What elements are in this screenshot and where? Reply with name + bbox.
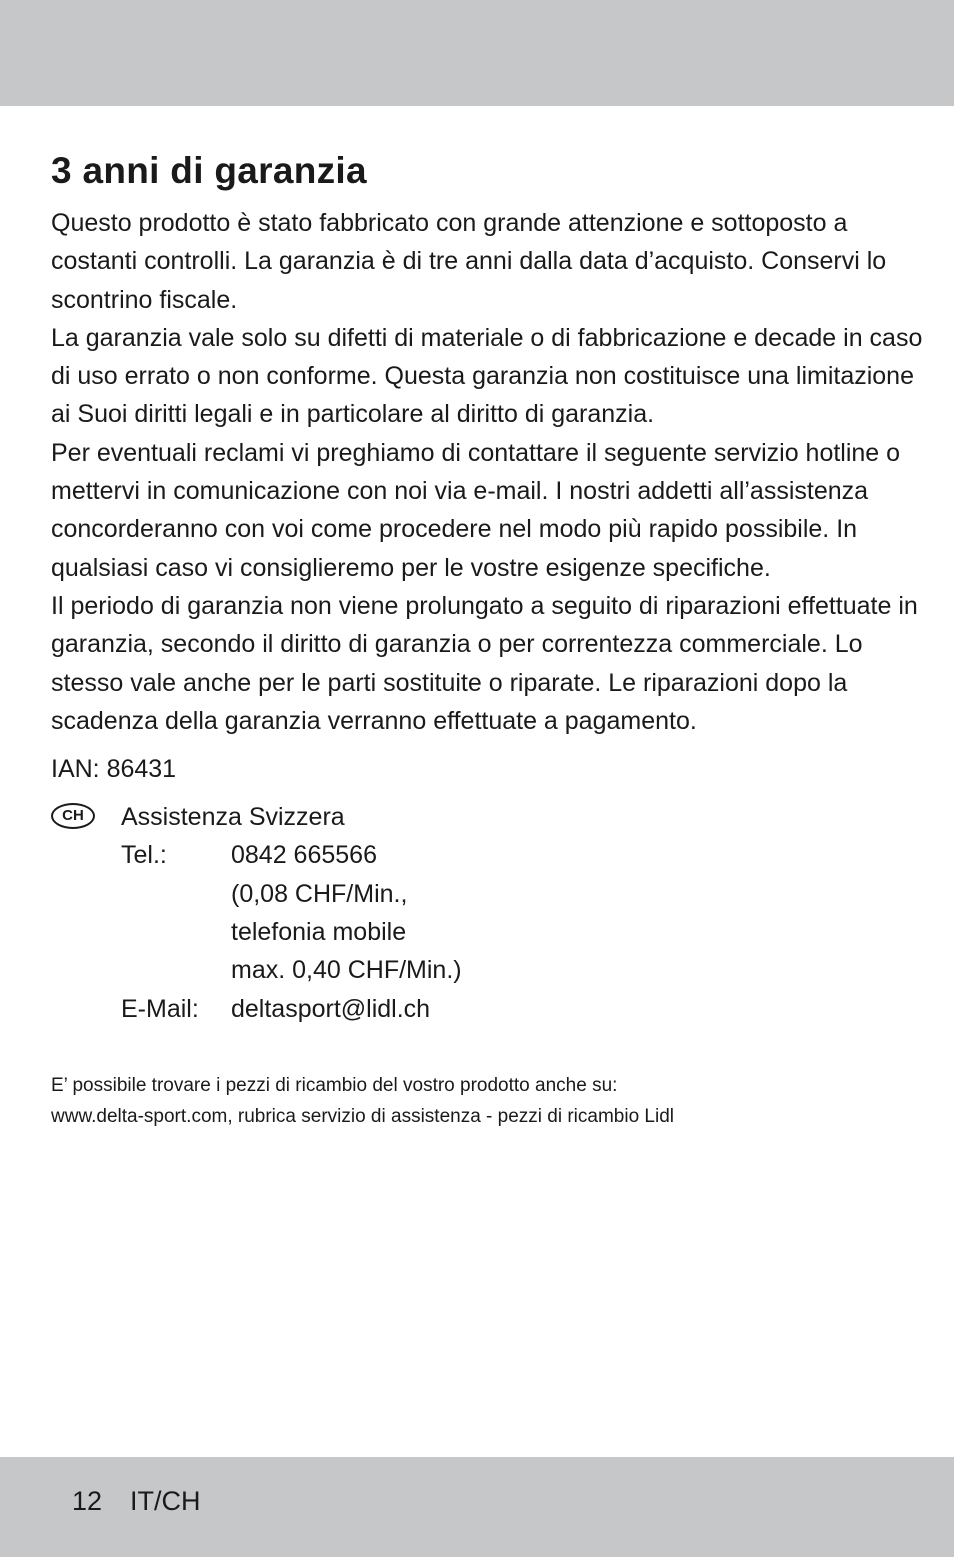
note-line: E’ possibile trovare i pezzi di ricambio del vostro prodotto anche su: (51, 1074, 618, 1096)
page-title: 3 anni di garanzia (51, 150, 367, 191)
phone-cost-note: telefonia mobile (231, 918, 407, 947)
paragraph: Per eventuali reclami vi preghiamo di contattare il seguente servizio hotline o mettervi in comunicazione con noi via e-mail. I nostri addetti all’assistenza concorderanno con voi come procedere nel modo più rapido possibile. In qualsiasi caso vi consiglieremo per le vostre esigenze specifiche. (51, 438, 901, 582)
phone-number[interactable]: 0842 665566 (231, 841, 377, 870)
paragraph: La garanzia vale solo su difetti di materiale o di fabbricazione e decade in caso di uso errato o non conforme. Questa garanzia non costituisce una limitazione ai Suoi diritti legali e in particolare al diritto di garanzia. (51, 323, 923, 429)
ian-number: IAN: 86431 (51, 755, 177, 784)
phone-label: Tel.: (121, 841, 167, 870)
phone-cost-note: (0,08 CHF/Min., (231, 879, 408, 908)
page-number: 12 (72, 1486, 103, 1516)
email-address[interactable]: deltasport@lidl.ch (231, 994, 431, 1023)
paragraph: Questo prodotto è stato fabbricato con grande attenzione e sottoposto a costanti controlli. La garanzia è di tre anni dalla data d’acquisto. Conservi lo scontrino fiscale. (51, 209, 887, 314)
phone-cost-row (121, 951, 931, 989)
spare-parts-note (51, 1070, 931, 1132)
phone-cost-row (121, 875, 931, 913)
service-name: Assistenza Svizzera (121, 803, 345, 832)
note-line: www.delta-sport.com, rubrica servizio di assistenza - pezzi di ricambio Lidl (51, 1105, 675, 1127)
warranty-text (51, 204, 931, 740)
top-band (0, 0, 954, 106)
phone-row (121, 836, 931, 874)
contact-details (121, 798, 931, 1028)
language-code: IT/CH (130, 1486, 201, 1516)
phone-cost-row (121, 913, 931, 951)
paragraph: Il periodo di garanzia non viene prolungato a seguito di riparazioni effettuate in garanzia, secondo il diritto di garanzia o per correntezza commerciale. Lo stesso vale anche per le parti sostituite o riparate. Le riparazioni dopo la scadenza della garanzia verranno effettuate a pagamento. (51, 591, 918, 735)
page-footer (72, 1484, 201, 1518)
ch-country-icon: CH (51, 803, 95, 829)
page-content (51, 148, 931, 1132)
email-row (121, 990, 931, 1028)
service-contact (51, 798, 931, 1028)
phone-cost-note: max. 0,40 CHF/Min.) (231, 956, 462, 985)
email-label: E-Mail: (121, 994, 199, 1023)
